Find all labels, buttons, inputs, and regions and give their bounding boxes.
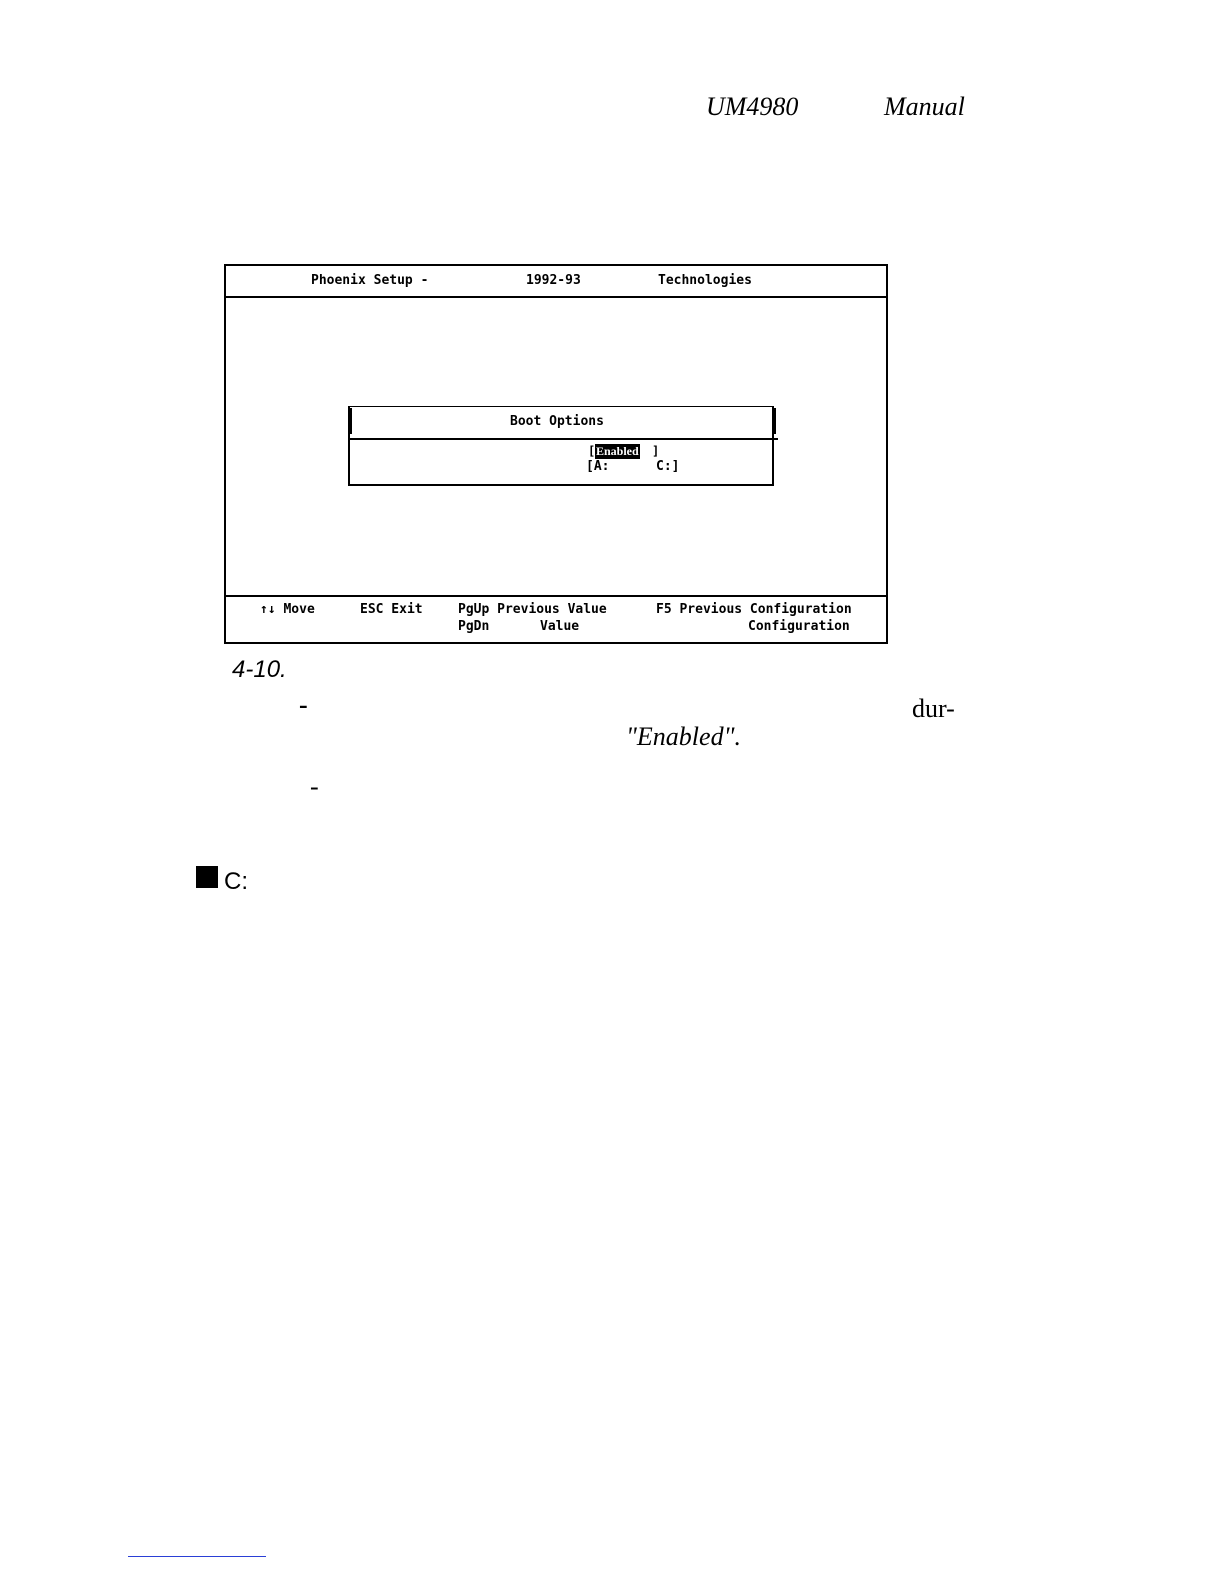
- dialog-right-edge: [772, 408, 776, 434]
- dialog-row1-open: [: [588, 444, 596, 458]
- screen-title-setup: Phoenix Setup -: [311, 273, 429, 288]
- header-manual: Manual: [884, 92, 965, 121]
- boot-sequence-c[interactable]: C:]: [656, 459, 680, 474]
- figure-caption: 4-10.: [232, 656, 287, 683]
- header-model: UM4980: [706, 92, 799, 121]
- footer-move: ↑↓ Move: [260, 602, 315, 617]
- body-dash-2: -: [310, 772, 319, 801]
- dialog-top-border: [350, 406, 772, 407]
- footer-f5: F5 Previous Configuration: [656, 602, 852, 617]
- footer-value: Value: [540, 619, 580, 634]
- setup-screen: [224, 264, 888, 644]
- footer-separator: [226, 595, 886, 597]
- section-label: C:: [224, 868, 248, 895]
- title-separator: [226, 296, 886, 298]
- body-enabled-quote: "Enabled".: [626, 722, 741, 751]
- dialog-title-separator: [350, 438, 778, 440]
- screen-title-years: 1992-93: [526, 273, 581, 288]
- footer-pgdn: PgDn: [458, 619, 490, 634]
- dialog-title: Boot Options: [510, 414, 604, 429]
- footer-pgup: PgUp Previous Value: [458, 602, 607, 617]
- footer-configuration: Configuration: [748, 619, 850, 634]
- body-dash-1: -: [299, 690, 308, 719]
- screen-title-technologies: Technologies: [658, 273, 752, 288]
- footer-esc-exit: ESC Exit: [360, 602, 423, 617]
- bottom-rule: [128, 1556, 266, 1557]
- body-dur: dur-: [912, 694, 955, 723]
- dialog-row1-close: ]: [652, 444, 660, 458]
- boot-options-dialog: [348, 406, 774, 486]
- dialog-left-edge: [348, 408, 352, 434]
- boot-option-enabled-value[interactable]: Enabled: [596, 444, 639, 458]
- section-bullet: [196, 866, 218, 888]
- boot-sequence-a[interactable]: [A:: [586, 459, 610, 474]
